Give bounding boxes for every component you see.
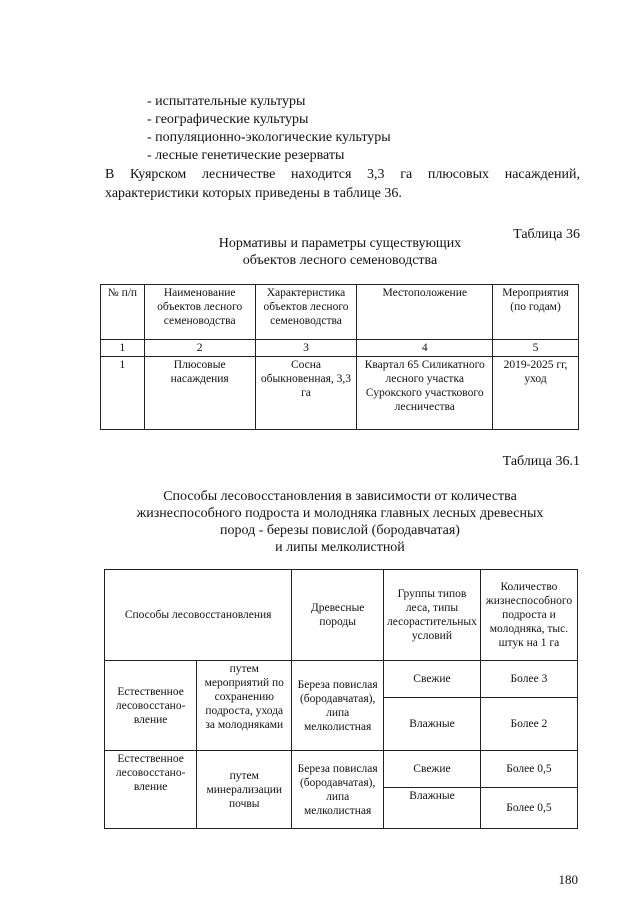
table-cell: Плюсовые насаждения [144, 357, 255, 430]
table-cell: 1 [101, 357, 145, 430]
list-item: - испытательные культуры [147, 94, 306, 109]
number-cell: 4 [357, 340, 493, 357]
header-cell: Мероприятия (по годам) [493, 285, 579, 340]
species-cell: Береза повислая (бородавчатая), липа мелколистная [292, 751, 384, 829]
means-cell: путем минерализации почвы [197, 751, 292, 829]
table-36-1 [104, 569, 578, 829]
table-header-row [105, 570, 578, 661]
table-cell: 2019-2025 гг, уход [493, 357, 579, 430]
method-cell: Естественное лесовосстано-вление [105, 751, 197, 829]
table-36-1-label: Таблица 36.1 [502, 454, 580, 469]
list-item: - географические культуры [147, 112, 309, 127]
title-line: жизнеспособного подроста и молодняка главных лесных древесных [136, 506, 544, 521]
table-36-1-title [100, 488, 580, 556]
title-line: объектов лесного семеноводства [242, 253, 438, 268]
table-36 [100, 284, 579, 430]
header-cell: Характеристика объектов лесного семеноводства [255, 285, 357, 340]
table-cell: Квартал 65 Силикатного лесного участка Сурокского участкового лесничества [357, 357, 493, 430]
conditions-cell: Влажные [384, 788, 481, 829]
table-number-row [101, 340, 579, 357]
header-cell: Способы лесовосстановления [105, 570, 292, 661]
title-line: пород - березы повислой (бородавчатая) [220, 523, 460, 538]
header-cell: Местоположение [357, 285, 493, 340]
table-36-title [100, 235, 580, 269]
number-cell: 5 [493, 340, 579, 357]
means-cell: путем мероприятий по сохранению подроста, ухода за молодняками [197, 661, 292, 751]
list-item: - популяционно-экологические культуры [147, 130, 391, 145]
title-line: Нормативы и параметры существующих [218, 236, 462, 251]
species-cell: Береза повислая (бородавчатая), липа мелколистная [292, 661, 384, 751]
table-row [105, 751, 578, 788]
amount-cell: Более 3 [480, 661, 577, 698]
header-cell: № п/п [101, 285, 145, 340]
number-cell: 2 [144, 340, 255, 357]
paragraph-text: В Куярском лесничестве находится 3,3 га плюсовых насаждений, характеристики которых приведены в таблице 36. [105, 167, 580, 201]
table-row [101, 357, 579, 430]
header-cell: Группы типов леса, типы лесорастительных условий [384, 570, 481, 661]
amount-cell: Более 2 [480, 698, 577, 751]
conditions-cell: Влажные [384, 698, 481, 751]
table-cell: Сосна обыкновенная, 3,3 га [255, 357, 357, 430]
header-cell: Наименование объектов лесного семеноводства [144, 285, 255, 340]
table-row [105, 661, 578, 698]
number-cell: 1 [101, 340, 145, 357]
title-line: Способы лесовосстановления в зависимости от количества [163, 489, 517, 504]
amount-cell: Более 0,5 [480, 751, 577, 788]
amount-cell: Более 0,5 [480, 788, 577, 829]
conditions-cell: Свежие [384, 751, 481, 788]
body-paragraph [105, 165, 580, 203]
list-item: - лесные генетические резерваты [147, 148, 345, 163]
conditions-cell: Свежие [384, 661, 481, 698]
intro-list [147, 93, 391, 165]
table-header-row [101, 285, 579, 340]
table-36-label: Таблица 36 [513, 227, 580, 242]
page-number: 180 [558, 872, 578, 887]
title-line: и липы мелколистной [275, 540, 405, 555]
header-cell: Древесные породы [292, 570, 384, 661]
header-cell: Количество жизнеспособного подроста и молодняка, тыс. штук на 1 га [480, 570, 577, 661]
method-cell: Естественное лесовосстано-вление [105, 661, 197, 751]
number-cell: 3 [255, 340, 357, 357]
